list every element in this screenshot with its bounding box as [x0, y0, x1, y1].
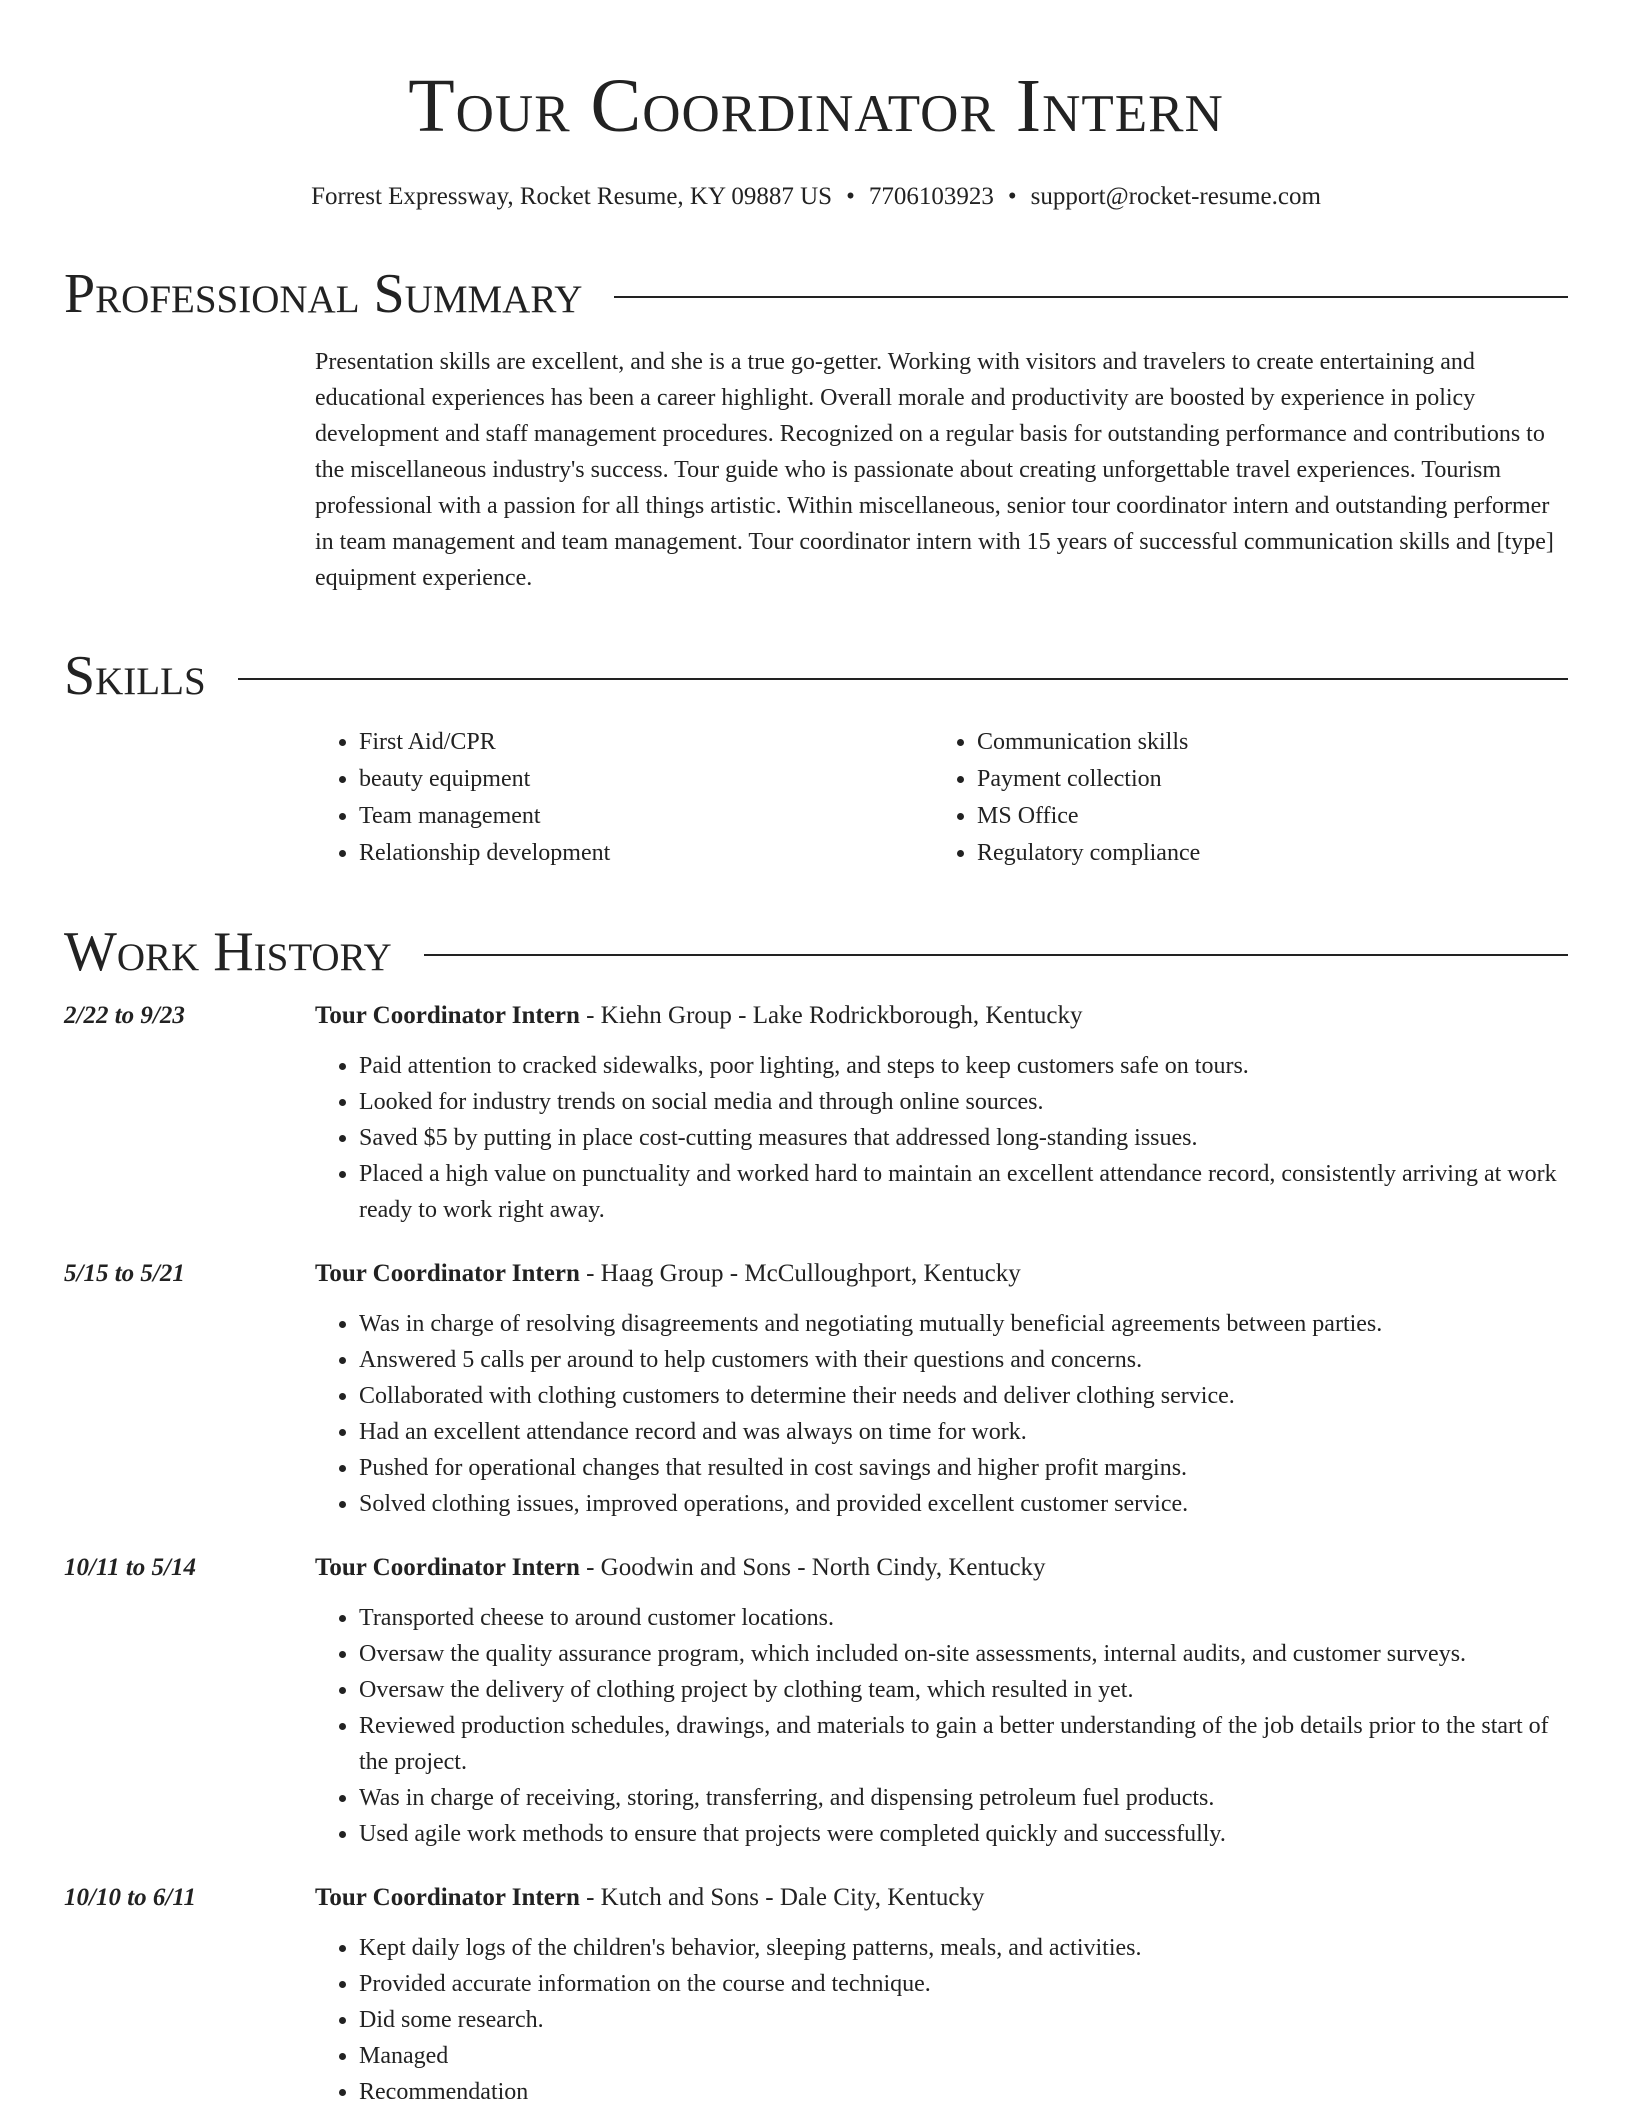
work-heading: Work History — [64, 921, 392, 983]
contact-separator: • — [846, 183, 855, 210]
job-bullet: • Managed — [359, 2038, 1568, 2074]
job-company-location: - Kiehn Group - Lake Rodrickborough, Kentucky — [579, 1002, 1083, 1029]
job-bullet: • Placed a high value on punctuality and worked hard to maintain an excellent attendance record, consistently arriving at work ready to work right away. — [359, 1156, 1568, 1228]
summary-text: Presentation skills are excellent, and she is a true go-getter. Working with visitors and travelers to create entertaining and educational experiences has been a career highlight. Overall morale and productivity are boosted by experience in policy development and staff management procedures. Recognized on a regular basis for outstanding performance and contributions to the miscellaneous industry's success. Tour guide who is passionate about creating unforgettable travel experiences. Tourism professional with a passion for all things artistic. Within miscellaneous, senior tour coordinator intern and outstanding performer in team management and team management. Tour coordinator intern with 15 years of successful communication skills and [type] equipment experience. — [315, 349, 1554, 591]
skills-column-right — [933, 724, 1551, 872]
job-entry — [64, 1880, 1568, 2110]
contact-line — [64, 180, 1568, 214]
section-divider — [238, 678, 1568, 680]
job-body — [315, 1256, 1568, 1522]
job-dates: 5/15 to 5/21 — [64, 1260, 185, 1287]
skill-item: • Relationship development — [359, 835, 933, 872]
skill-item: • Communication skills — [977, 724, 1551, 761]
job-body — [315, 998, 1568, 1228]
job-bullet: • Kept daily logs of the children's behavior, sleeping patterns, meals, and activities. — [359, 1930, 1568, 1966]
skills-section-header — [64, 644, 1568, 708]
job-company-location: - Haag Group - McCulloughport, Kentucky — [579, 1260, 1021, 1287]
job-body — [315, 1550, 1568, 1852]
summary-section-header — [64, 262, 1568, 326]
summary-heading: Professional Summary — [64, 263, 583, 325]
skill-item: • beauty equipment — [359, 761, 933, 798]
job-bullets — [315, 1048, 1568, 1228]
job-title: Tour Coordinator Intern — [315, 1884, 580, 1911]
job-company-location: - Kutch and Sons - Dale City, Kentucky — [579, 1884, 985, 1911]
contact-email: support@rocket-resume.com — [1030, 183, 1321, 210]
job-bullet: • Recommendation — [359, 2074, 1568, 2110]
skill-item: • Team management — [359, 798, 933, 835]
job-title: Tour Coordinator Intern — [315, 1554, 580, 1581]
skills-list — [315, 724, 1568, 872]
job-bullet: • Had an excellent attendance record and was always on time for work. — [359, 1414, 1568, 1450]
job-bullet: • Was in charge of resolving disagreements and negotiating mutually beneficial agreements between parties. — [359, 1306, 1568, 1342]
job-bullet: • Oversaw the delivery of clothing project by clothing team, which resulted in yet. — [359, 1672, 1568, 1708]
job-bullet: • Reviewed production schedules, drawings, and materials to gain a better understanding of the job details prior to the start of the project. — [359, 1708, 1568, 1780]
job-dates: 2/22 to 9/23 — [64, 1002, 185, 1029]
skills-column-left — [315, 724, 933, 872]
resume-name: Tour Coordinator Intern — [408, 64, 1224, 148]
skill-item: • Regulatory compliance — [977, 835, 1551, 872]
contact-phone: 7706103923 — [868, 183, 994, 210]
job-body — [315, 1880, 1568, 2110]
job-entry — [64, 1550, 1568, 1852]
job-title-line — [315, 1550, 1568, 1586]
job-bullet: • Pushed for operational changes that resulted in cost savings and higher profit margins. — [359, 1450, 1568, 1486]
job-dates: 10/11 to 5/14 — [64, 1554, 196, 1581]
job-bullet: • Looked for industry trends on social media and through online sources. — [359, 1084, 1568, 1120]
job-title-line — [315, 1256, 1568, 1292]
job-bullets — [315, 1600, 1568, 1852]
job-bullets — [315, 1306, 1568, 1522]
job-bullet: • Provided accurate information on the course and technique. — [359, 1966, 1568, 2002]
job-bullet: • Paid attention to cracked sidewalks, poor lighting, and steps to keep customers safe on tours. — [359, 1048, 1568, 1084]
job-title: Tour Coordinator Intern — [315, 1260, 580, 1287]
contact-separator: • — [1007, 183, 1017, 210]
section-divider — [424, 954, 1568, 956]
job-bullet: • Collaborated with clothing customers to determine their needs and deliver clothing service. — [359, 1378, 1568, 1414]
job-entry — [64, 998, 1568, 1228]
job-bullet: • Saved $5 by putting in place cost-cutting measures that addressed long-standing issues. — [359, 1120, 1568, 1156]
job-title: Tour Coordinator Intern — [315, 1002, 580, 1029]
skill-item: • First Aid/CPR — [359, 724, 933, 761]
skill-item: • Payment collection — [977, 761, 1551, 798]
job-title-line — [315, 998, 1568, 1034]
job-company-location: - Goodwin and Sons - North Cindy, Kentucky — [579, 1554, 1046, 1581]
contact-address: Forrest Expressway, Rocket Resume, KY 09887 US — [311, 183, 833, 210]
job-bullet: • Did some research. — [359, 2002, 1568, 2038]
job-bullet: • Answered 5 calls per around to help customers with their questions and concerns. — [359, 1342, 1568, 1378]
job-entry — [64, 1256, 1568, 1522]
job-bullets — [315, 1930, 1568, 2110]
skills-heading: Skills — [64, 645, 206, 707]
job-bullet: • Oversaw the quality assurance program, which included on-site assessments, internal audits, and customer surveys. — [359, 1636, 1568, 1672]
job-bullet: • Used agile work methods to ensure that projects were completed quickly and successfully. — [359, 1816, 1568, 1852]
job-bullet: • Transported cheese to around customer locations. — [359, 1600, 1568, 1636]
job-bullet: • Solved clothing issues, improved operations, and provided excellent customer service. — [359, 1486, 1568, 1522]
job-dates: 10/10 to 6/11 — [64, 1884, 196, 1911]
section-divider — [614, 296, 1568, 298]
job-bullet: • Was in charge of receiving, storing, transferring, and dispensing petroleum fuel products. — [359, 1780, 1568, 1816]
job-title-line — [315, 1880, 1568, 1916]
work-section-header — [64, 920, 1568, 984]
skill-item: • MS Office — [977, 798, 1551, 835]
